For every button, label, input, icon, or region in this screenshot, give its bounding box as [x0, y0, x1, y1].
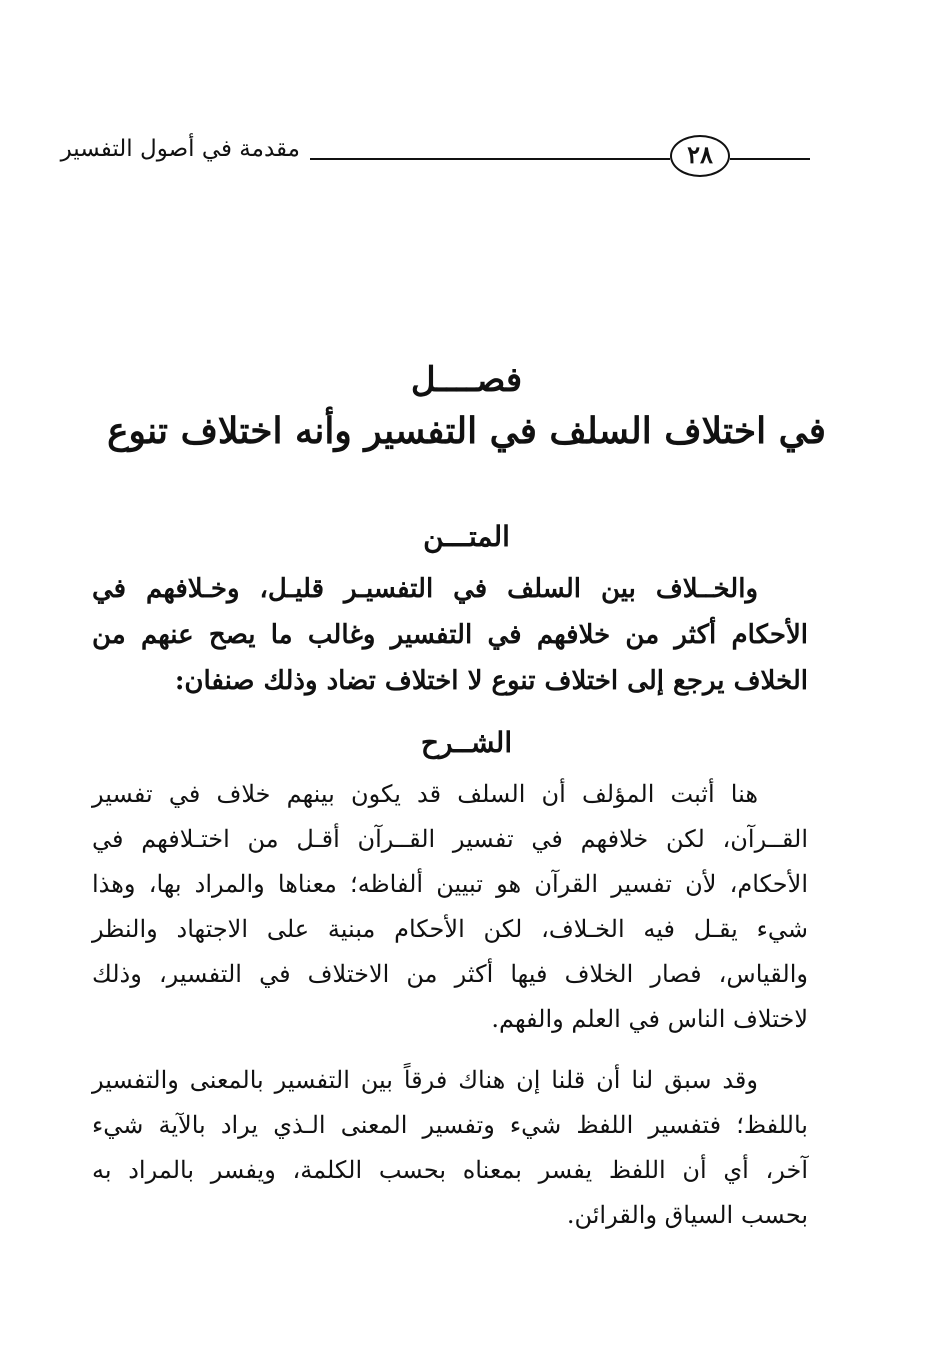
- sharh-line: باللفظ؛ فتفسير اللفظ شيء وتفسير المعنى الـذي يراد بالآية شيء: [92, 1111, 808, 1139]
- sharh-line: لاختلاف الناس في العلم والفهم.: [491, 1005, 808, 1033]
- matn-line: الأحكام أكثر من خلافهم في التفسير وغالب ما يصح عنهم من: [92, 620, 808, 650]
- sharh-line: شيء يقـل فيه الخـلاف، لكن الأحكام مبنية على الاجتهاد والنظر: [92, 915, 808, 943]
- sharh-paragraph-1: [92, 772, 808, 1042]
- header-rule-right: [730, 158, 810, 160]
- sharh-line: والقياس، فصار الخلاف فيها أكثر من الاختلاف في التفسير، وذلك: [92, 960, 808, 988]
- chapter-title: في اختلاف السلف في التفسير وأنه اختلاف تنوع: [107, 410, 826, 452]
- sharh-heading: الشــرح: [420, 726, 513, 759]
- sharh-line: وقد سبق لنا أن قلنا إن هناك فرقاً بين التفسير بالمعنى والتفسير: [92, 1066, 758, 1094]
- matn-text: [92, 566, 808, 704]
- matn-line: والخــلاف بين السلف في التفسيـر قليـل، وخـلافهم في: [92, 574, 758, 604]
- sharh-line: القــرآن، لكن خلافهم في تفسير القــرآن أقـل من اختـلافهم في: [92, 825, 808, 853]
- header-rule-left: [310, 158, 670, 160]
- sharh-line: بحسب السياق والقرائن.: [566, 1201, 808, 1229]
- chapter-label: فصــــل: [410, 360, 523, 400]
- matn-line: الخلاف يرجع إلى اختلاف تنوع لا اختلاف تضاد وذلك صنفان:: [174, 666, 808, 696]
- matn-heading: المتـــن: [423, 520, 510, 553]
- sharh-line: آخر، أي أن اللفظ يفسر بمعناه بحسب الكلمة، ويفسر بالمراد به: [92, 1156, 808, 1184]
- page-number: ٢٨: [670, 135, 730, 177]
- page-header: [60, 128, 810, 188]
- running-title: مقدمة في أصول التفسير: [60, 136, 300, 162]
- sharh-line: الأحكام، لأن تفسير القرآن هو تبيين ألفاظه؛ معناها والمراد بها، وهذا: [92, 870, 808, 898]
- sharh-line: هنا أثبت المؤلف أن السلف قد يكون بينهم خلاف في تفسير: [92, 780, 758, 808]
- sharh-paragraph-2: [92, 1058, 808, 1238]
